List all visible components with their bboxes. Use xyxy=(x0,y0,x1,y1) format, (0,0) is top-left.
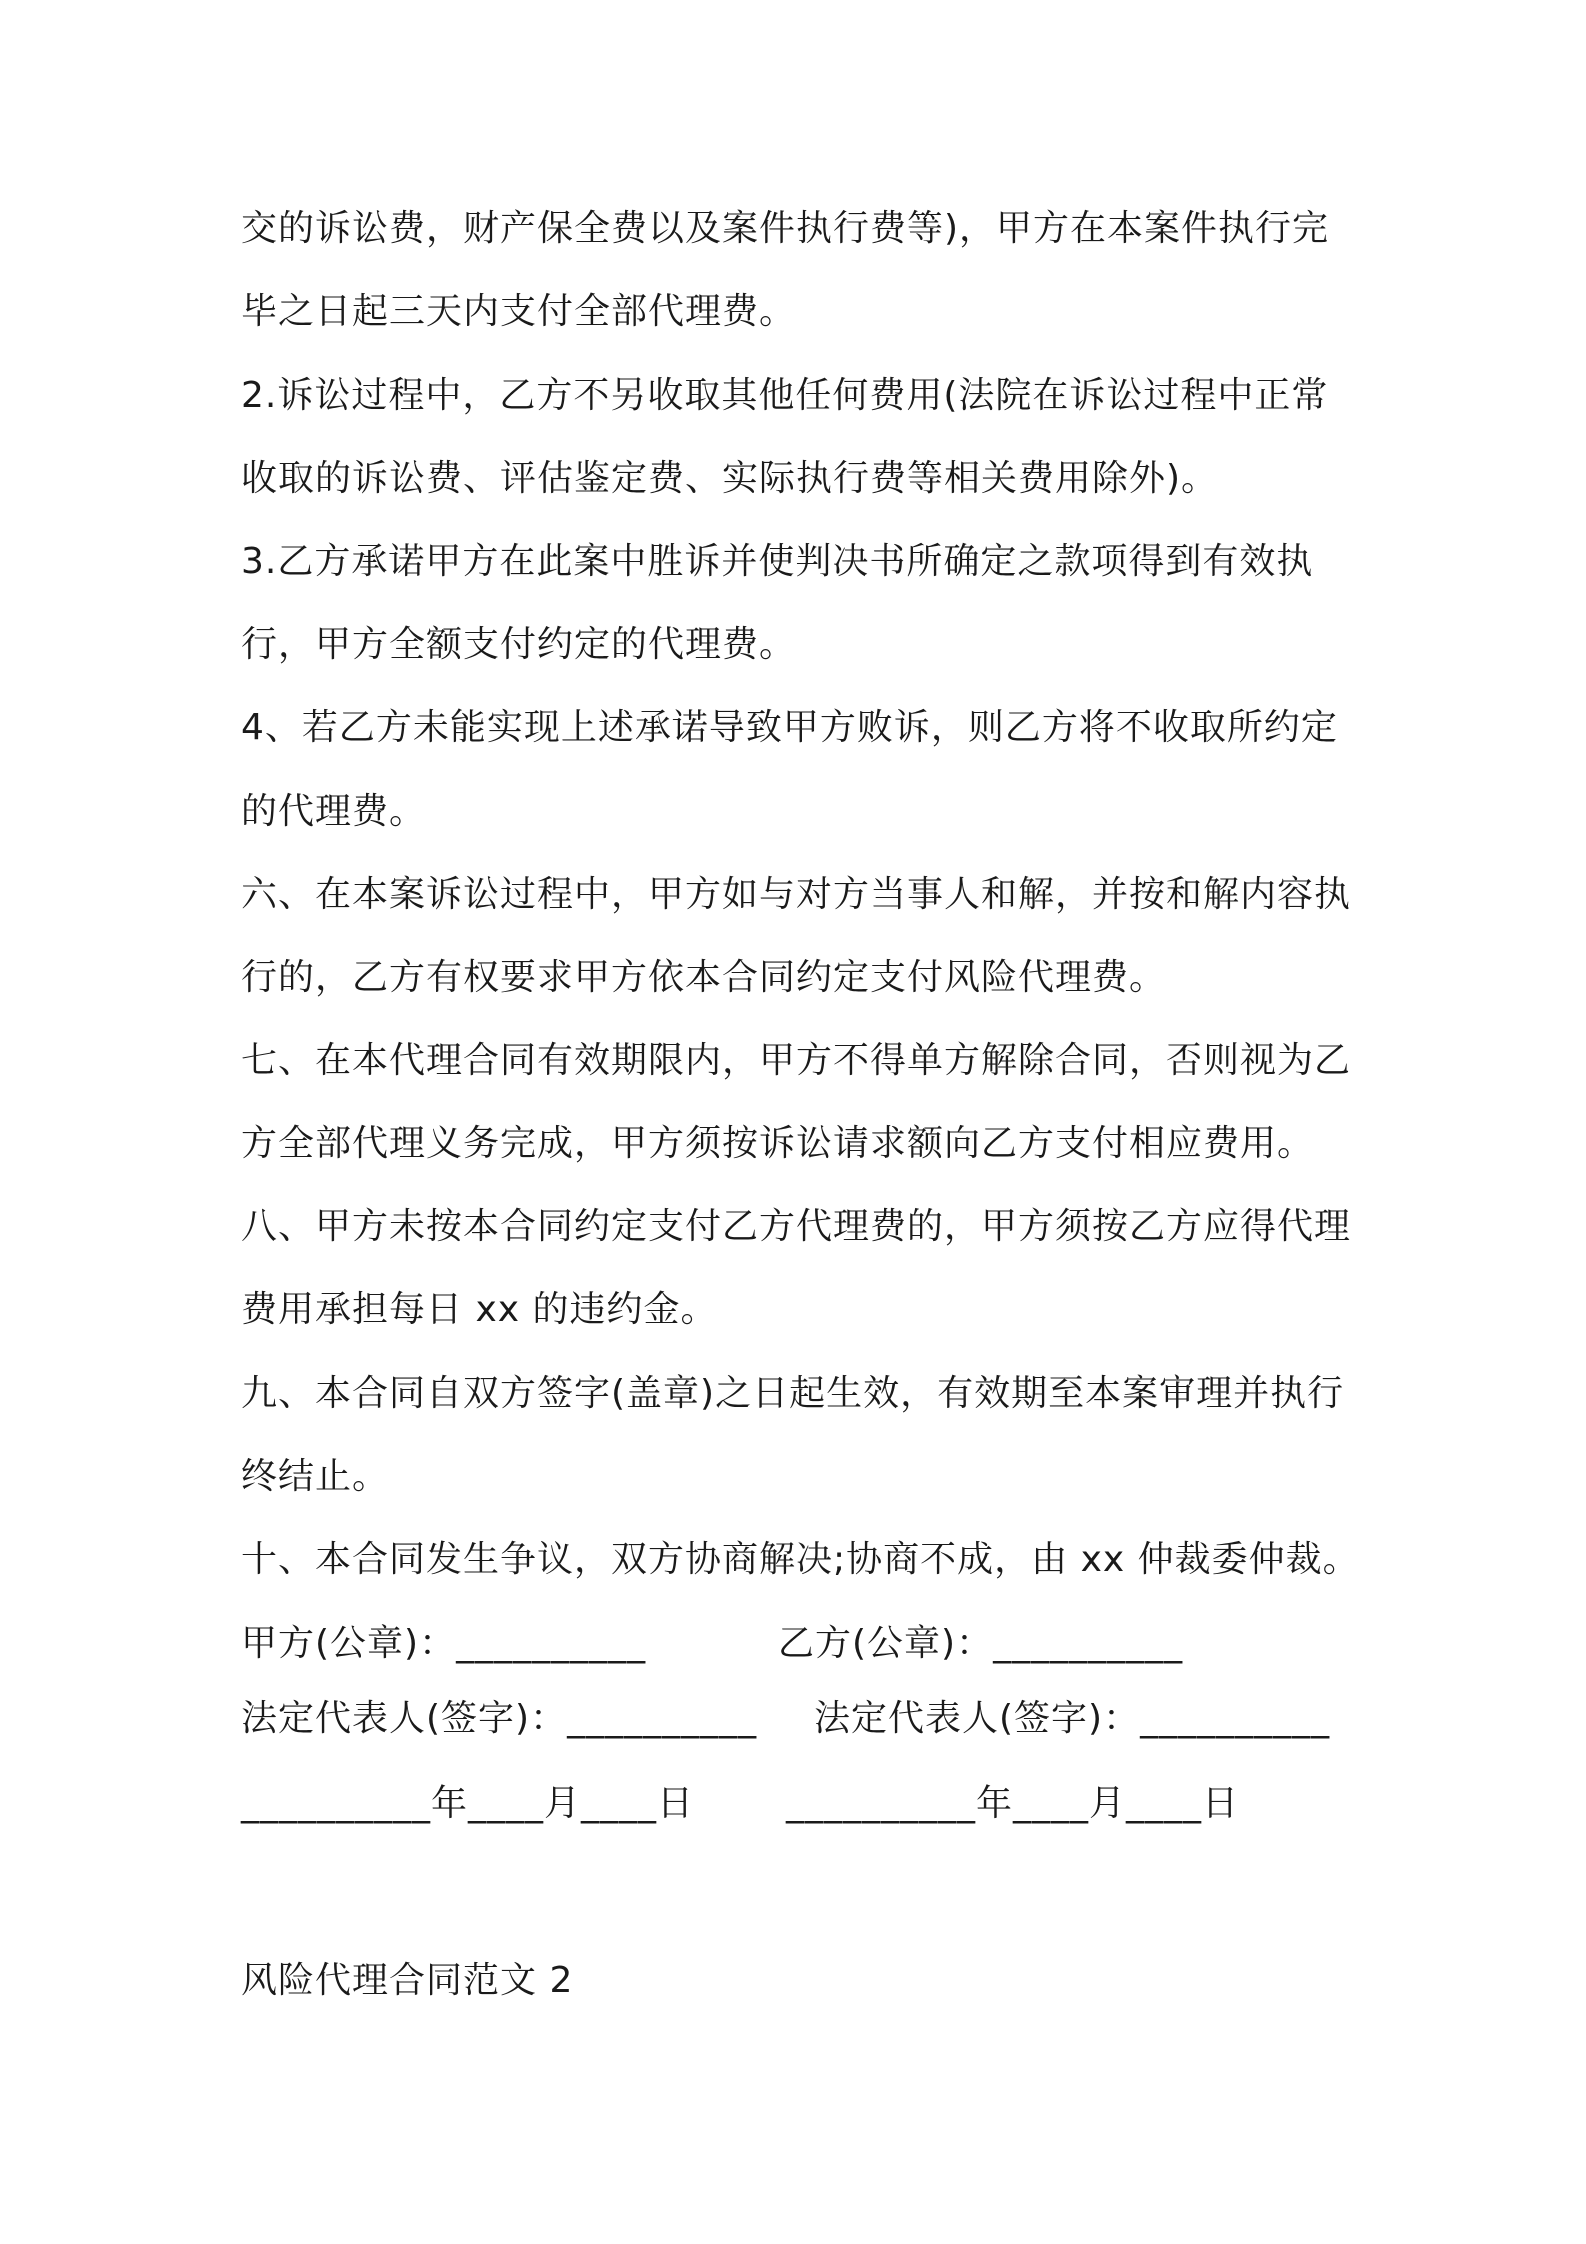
paragraph-line: 3.乙方承诺甲方在此案中胜诉并使判决书所确定之款项得到有效执 xyxy=(241,541,1314,582)
paragraph-line: 八、甲方未按本合同约定支付乙方代理费的，甲方须按乙方应得代理 xyxy=(241,1206,1352,1247)
party-b-representative-field: 法定代表人(签字)：__________ xyxy=(814,1698,1331,1739)
party-a-seal-field: 甲方(公章)：__________ xyxy=(241,1623,647,1664)
paragraph-line: 收取的诉讼费、评估鉴定费、实际执行费等相关费用除外)。 xyxy=(241,458,1219,499)
paragraph-line: 行的，乙方有权要求甲方依本合同约定支付风险代理费。 xyxy=(241,957,1167,998)
section-title: 风险代理合同范文 2 xyxy=(241,1960,574,2001)
paragraph-line: 4、若乙方未能实现上述承诺导致甲方败诉，则乙方将不收取所约定 xyxy=(241,707,1338,748)
paragraph-line: 交的诉讼费，财产保全费以及案件执行费等)，甲方在本案件执行完 xyxy=(241,208,1330,249)
paragraph-line: 九、本合同自双方签字(盖章)之日起生效，有效期至本案审理并执行 xyxy=(241,1373,1345,1414)
paragraph-line: 的代理费。 xyxy=(241,791,427,832)
paragraph-line: 十、本合同发生争议，双方协商解决;协商不成，由 xx 仲裁委仲裁。 xyxy=(241,1539,1360,1580)
paragraph-line: 七、在本代理合同有效期限内，甲方不得单方解除合同，否则视为乙 xyxy=(241,1040,1352,1081)
paragraph-line: 费用承担每日 xx 的违约金。 xyxy=(241,1289,718,1330)
paragraph-line: 终结止。 xyxy=(241,1456,390,1497)
paragraph-line: 方全部代理义务完成，甲方须按诉讼请求额向乙方支付相应费用。 xyxy=(241,1123,1315,1164)
paragraph-line: 2.诉讼过程中，乙方不另收取其他任何费用(法院在诉讼过程中正常 xyxy=(241,375,1329,416)
party-b-date-field: __________年____月____日 xyxy=(786,1783,1239,1824)
party-b-seal-field: 乙方(公章)：__________ xyxy=(778,1623,1184,1664)
party-a-date-field: __________年____月____日 xyxy=(241,1783,694,1824)
party-a-representative-field: 法定代表人(签字)：__________ xyxy=(241,1698,758,1739)
paragraph-line: 行，甲方全额支付约定的代理费。 xyxy=(241,624,797,665)
paragraph-line: 毕之日起三天内支付全部代理费。 xyxy=(241,291,797,332)
paragraph-line: 六、在本案诉讼过程中，甲方如与对方当事人和解，并按和解内容执 xyxy=(241,874,1352,915)
